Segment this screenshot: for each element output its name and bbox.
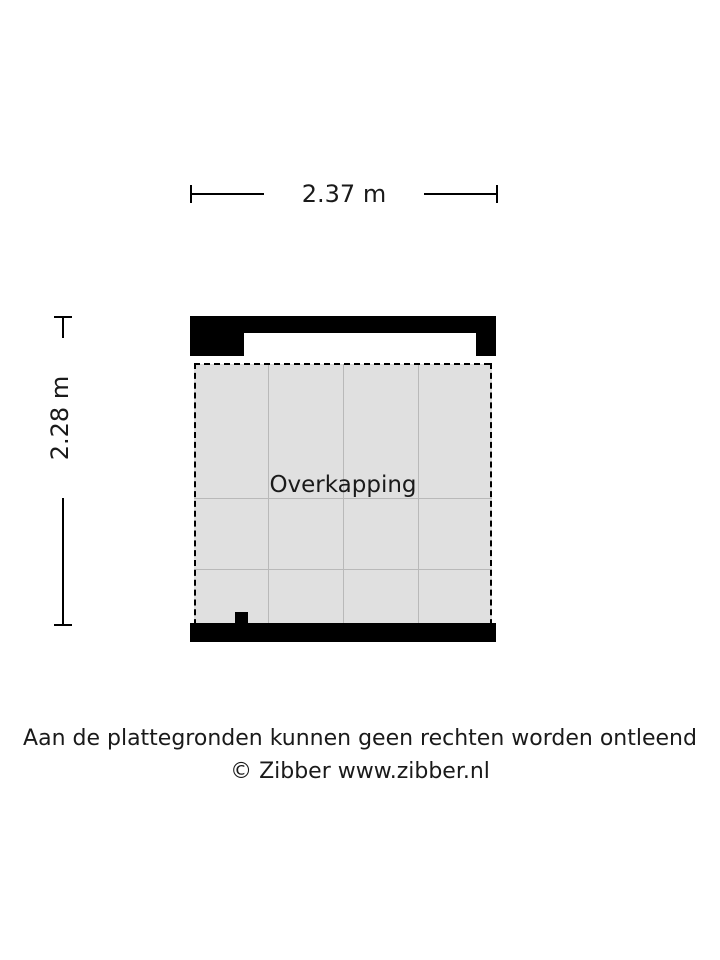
open-side-left <box>194 363 196 635</box>
width-dimension-cap-right <box>496 185 498 203</box>
width-dimension-label: 2.37 m <box>264 176 424 212</box>
disclaimer-text: Aan de plattegronden kunnen geen rechten worden ontleend <box>23 726 697 751</box>
floor-grid-line <box>194 569 492 570</box>
copyright-text: © Zibber www.zibber.nl <box>230 759 490 784</box>
open-side-top <box>194 363 490 365</box>
room-label: Overkapping <box>269 472 417 498</box>
room-overkapping <box>190 316 496 642</box>
floor-grid-line <box>194 498 492 499</box>
height-dimension-cap-bottom <box>54 624 72 626</box>
open-side-right <box>490 363 492 635</box>
support-post <box>235 612 248 625</box>
wall-pier-top-left <box>190 316 244 356</box>
floor-grid-line <box>418 364 419 634</box>
height-dimension-cap-top <box>54 316 72 318</box>
width-dimension-cap-left <box>190 185 192 203</box>
floor-grid-line <box>268 364 269 634</box>
footer <box>0 722 720 788</box>
wall-bottom <box>190 623 496 642</box>
height-dimension-label: 2.28 m <box>42 338 78 498</box>
floor-grid-line <box>343 364 344 634</box>
wall-pier-top-right <box>476 316 496 356</box>
